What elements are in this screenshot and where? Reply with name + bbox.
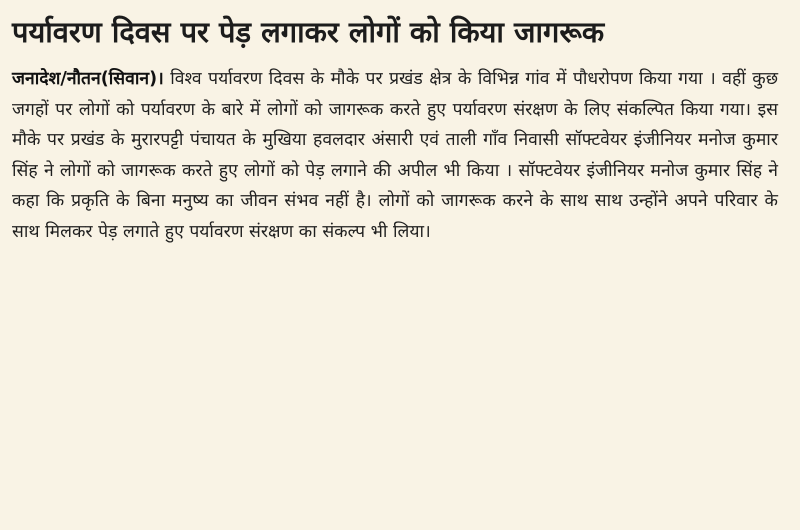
headline: पर्यावरण दिवस पर पेड़ लगाकर लोगों को किया जागरूक bbox=[12, 15, 605, 49]
article-body-text: विश्व पर्यावरण दिवस के मौके पर प्रखंड क्षेत्र के विभिन्न गांव में पौधरोपण किया गया । वहीं कुछ जगहों पर लोगों को पर्यावरण के बारे में लोगों को जागरूक करते हुए पर्यावरण संरक्षण के लिए संकल्पित किया गया। इस मौके पर प्रखंड के मुरारपट्टी पंचायत के मुखिया हवलदार अंसारी एवं ताली गाँव निवासी सॉफ्टवेयर इंजीनियर मनोज कुमार सिंह ने लोगों को जागरूक करते हुए लोगों को पेड़ लगाने की अपील भी किया । सॉफ्टवेयर इंजीनियर मनोज कुमार सिंह ने कहा कि प्रकृति के बिना मनुष्य का जीवन संभव नहीं है। लोगों को जागरूक करने के साथ साथ उन्होंने अपने परिवार के साथ मिलकर पेड़ लगाते हुए पर्यावरण संरक्षण का संकल्प भी लिया। bbox=[12, 69, 778, 242]
dateline: जनादेश/नौतन(सिवान)। bbox=[12, 69, 164, 89]
article-body bbox=[12, 64, 778, 247]
